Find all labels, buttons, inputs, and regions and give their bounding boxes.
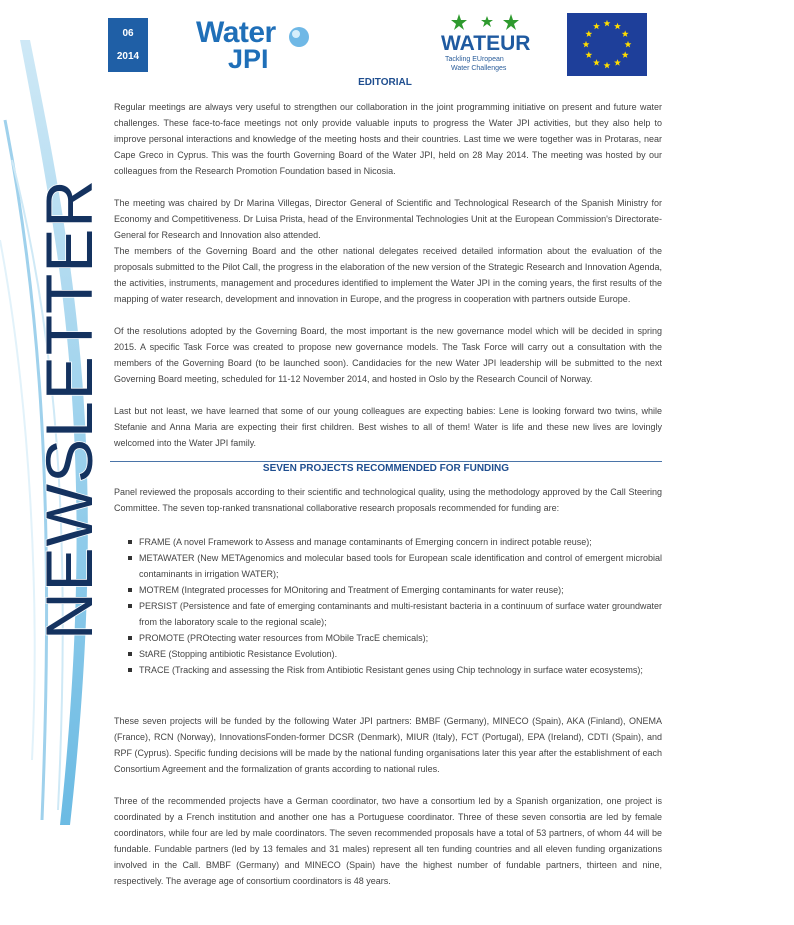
list-item: METAWATER (New METAgenomics and molecular based tools for European scale identification and control of emergent microbial contaminants in irrigation WATER); bbox=[128, 550, 662, 582]
water-jpi-logo-word2: JPI bbox=[228, 44, 269, 74]
projects-coordinators-paragraph: Three of the recommended projects have a German coordinator, two have a consortium led by a Spanish organization, one project is coordinated by a French institution and another one has a Portuguese coordinator. Three of these seven consortia are led by female coordinators, while four are led by male coordinators. The seven recommended proposals have a total of 53 partners, of whom 44 will be fundable. Fundable partners (led by 13 females and 31 males) represent all ten funding countries and all eleven funding organizations involved in the Call. BMBF (Germany) and MINECO (Spain) have the highest number of fundable partners, thirteen and nine, respectively. The average age of consortium coordinators is 48 years. bbox=[114, 796, 662, 886]
projects-intro: Panel reviewed the proposals according to their scientific and technological quality, using the methodology approved by the Call Steering Committee. The seven top-ranked transnational collaborative research proposals recommended for funding are: bbox=[114, 487, 662, 513]
editorial-paragraph-1: Regular meetings are always very useful to strengthen our collaboration in the joint programming initiative on present and future water challenges. These face-to-face meetings not only provide valuable inputs to progress the Water JPI activities, but they also help to improve personal interactions and knowledge of the meeting hosts and their countries. Last time we were together was in Protaras, near Cape Greco in Cyprus. This was the fourth Governing Board of the Water JPI, held on 28 May 2014. The meeting was hosted by our colleagues from the Research Promotion Foundation based in Nicosia. bbox=[114, 102, 662, 176]
editorial-paragraph-4: Of the resolutions adopted by the Governing Board, the most important is the new governance model which will be decided in spring 2015. A specific Task Force was created to propose new governance models. The Task Force will carry out a consultation with the members of the Governing Board (to be launched soon). Candidacies for the new Water JPI leadership will be submitted to the next Governing Board meeting, scheduled for 11-12 November 2014, and hosted in Oslo by the Research Council of Norway. bbox=[114, 326, 662, 384]
wateur-logo bbox=[437, 12, 533, 78]
editorial-paragraph-3: The members of the Governing Board and the other national delegates received detailed information about the evaluation of the proposals submitted to the Pilot Call, the progress in the elaboration of the new version of the Strategic Research and Innovation Agenda, the activities, instruments, management and procedures identified to implement the Water JPI in the coming years, the first results of the mapping of water research, development and innovation in Europe, and the progress in cooperation with partners outside Europe. bbox=[114, 246, 662, 304]
list-item: TRACE (Tracking and assessing the Risk from Antibiotic Resistant genes using Chip technology in surface water ecosystems); bbox=[128, 662, 662, 678]
list-item: StARE (Stopping antibiotic Resistance Evolution). bbox=[128, 646, 662, 662]
list-item: MOTREM (Integrated processes for MOnitoring and Treatment of Emerging contaminants for water reuse); bbox=[128, 582, 662, 598]
newsletter-side-banner bbox=[0, 0, 112, 925]
projects-funding-paragraph: These seven projects will be funded by the following Water JPI partners: BMBF (Germany), MINECO (Spain), AKA (Finland), ONEMA (France), RCN (Norway), InnovationsFonden-former DCSR (Denmark), MIUR (Italy), FCT (Portugal), EPA (Ireland), CDTI (Spain), and RPF (Cyprus). Specific funding decisions will be made by the national funding organisations later this year after the establishment of each Consortium Agreement and the formalization of grants according to national rules. bbox=[114, 716, 662, 774]
section-divider bbox=[110, 461, 662, 462]
list-item: PROMOTE (PROtecting water resources from MObile TracE chemicals); bbox=[128, 630, 662, 646]
wateur-tagline-1: Tackling EUropean bbox=[445, 56, 504, 63]
list-item: FRAME (A novel Framework to Assess and manage contaminants of Emerging concern in indirect potable reuse); bbox=[128, 534, 662, 550]
issue-month: 06 bbox=[122, 28, 134, 39]
projects-section-title: SEVEN PROJECTS RECOMMENDED FOR FUNDING bbox=[262, 463, 510, 474]
water-jpi-logo bbox=[192, 14, 316, 74]
projects-list bbox=[128, 534, 662, 678]
water-jpi-logo-word1: Water bbox=[196, 16, 276, 49]
eu-flag-icon bbox=[567, 13, 647, 76]
editorial-paragraph-5: Last but not least, we have learned that some of our young colleagues are expecting babies: Lene is looking forward two twins, while Stefanie and Anna Maria are expecting their first children. Best wishes to all of them! Water is life and these new lives are lovingly welcomed into the Water JPI family. bbox=[114, 406, 662, 448]
wateur-tagline-2: Water Challenges bbox=[451, 65, 507, 72]
newsletter-banner-text: NEWSLETTER bbox=[32, 178, 106, 640]
stars-icon bbox=[447, 12, 527, 34]
editorial-paragraph-2: The meeting was chaired by Dr Marina Villegas, Director General of Scientific and Technological Research of the Spanish Ministry for Economy and Competitiveness. Dr Luisa Prista, head of the Environmental Technologies Unit at the European Commission's Directorate-General for Research and Innovation also attended. bbox=[114, 198, 662, 240]
editorial-title: EDITORIAL bbox=[358, 77, 412, 88]
issue-date-badge bbox=[108, 18, 148, 72]
water-drop-icon bbox=[288, 24, 310, 50]
list-item: PERSIST (Persistence and fate of emerging contaminants and multi-resistant bacteria in a continuum of surface water groundwater from the laboratory scale to the regional scale); bbox=[128, 598, 662, 630]
wateur-logo-name: WATEUR bbox=[441, 32, 531, 55]
issue-year: 2014 bbox=[116, 51, 140, 62]
